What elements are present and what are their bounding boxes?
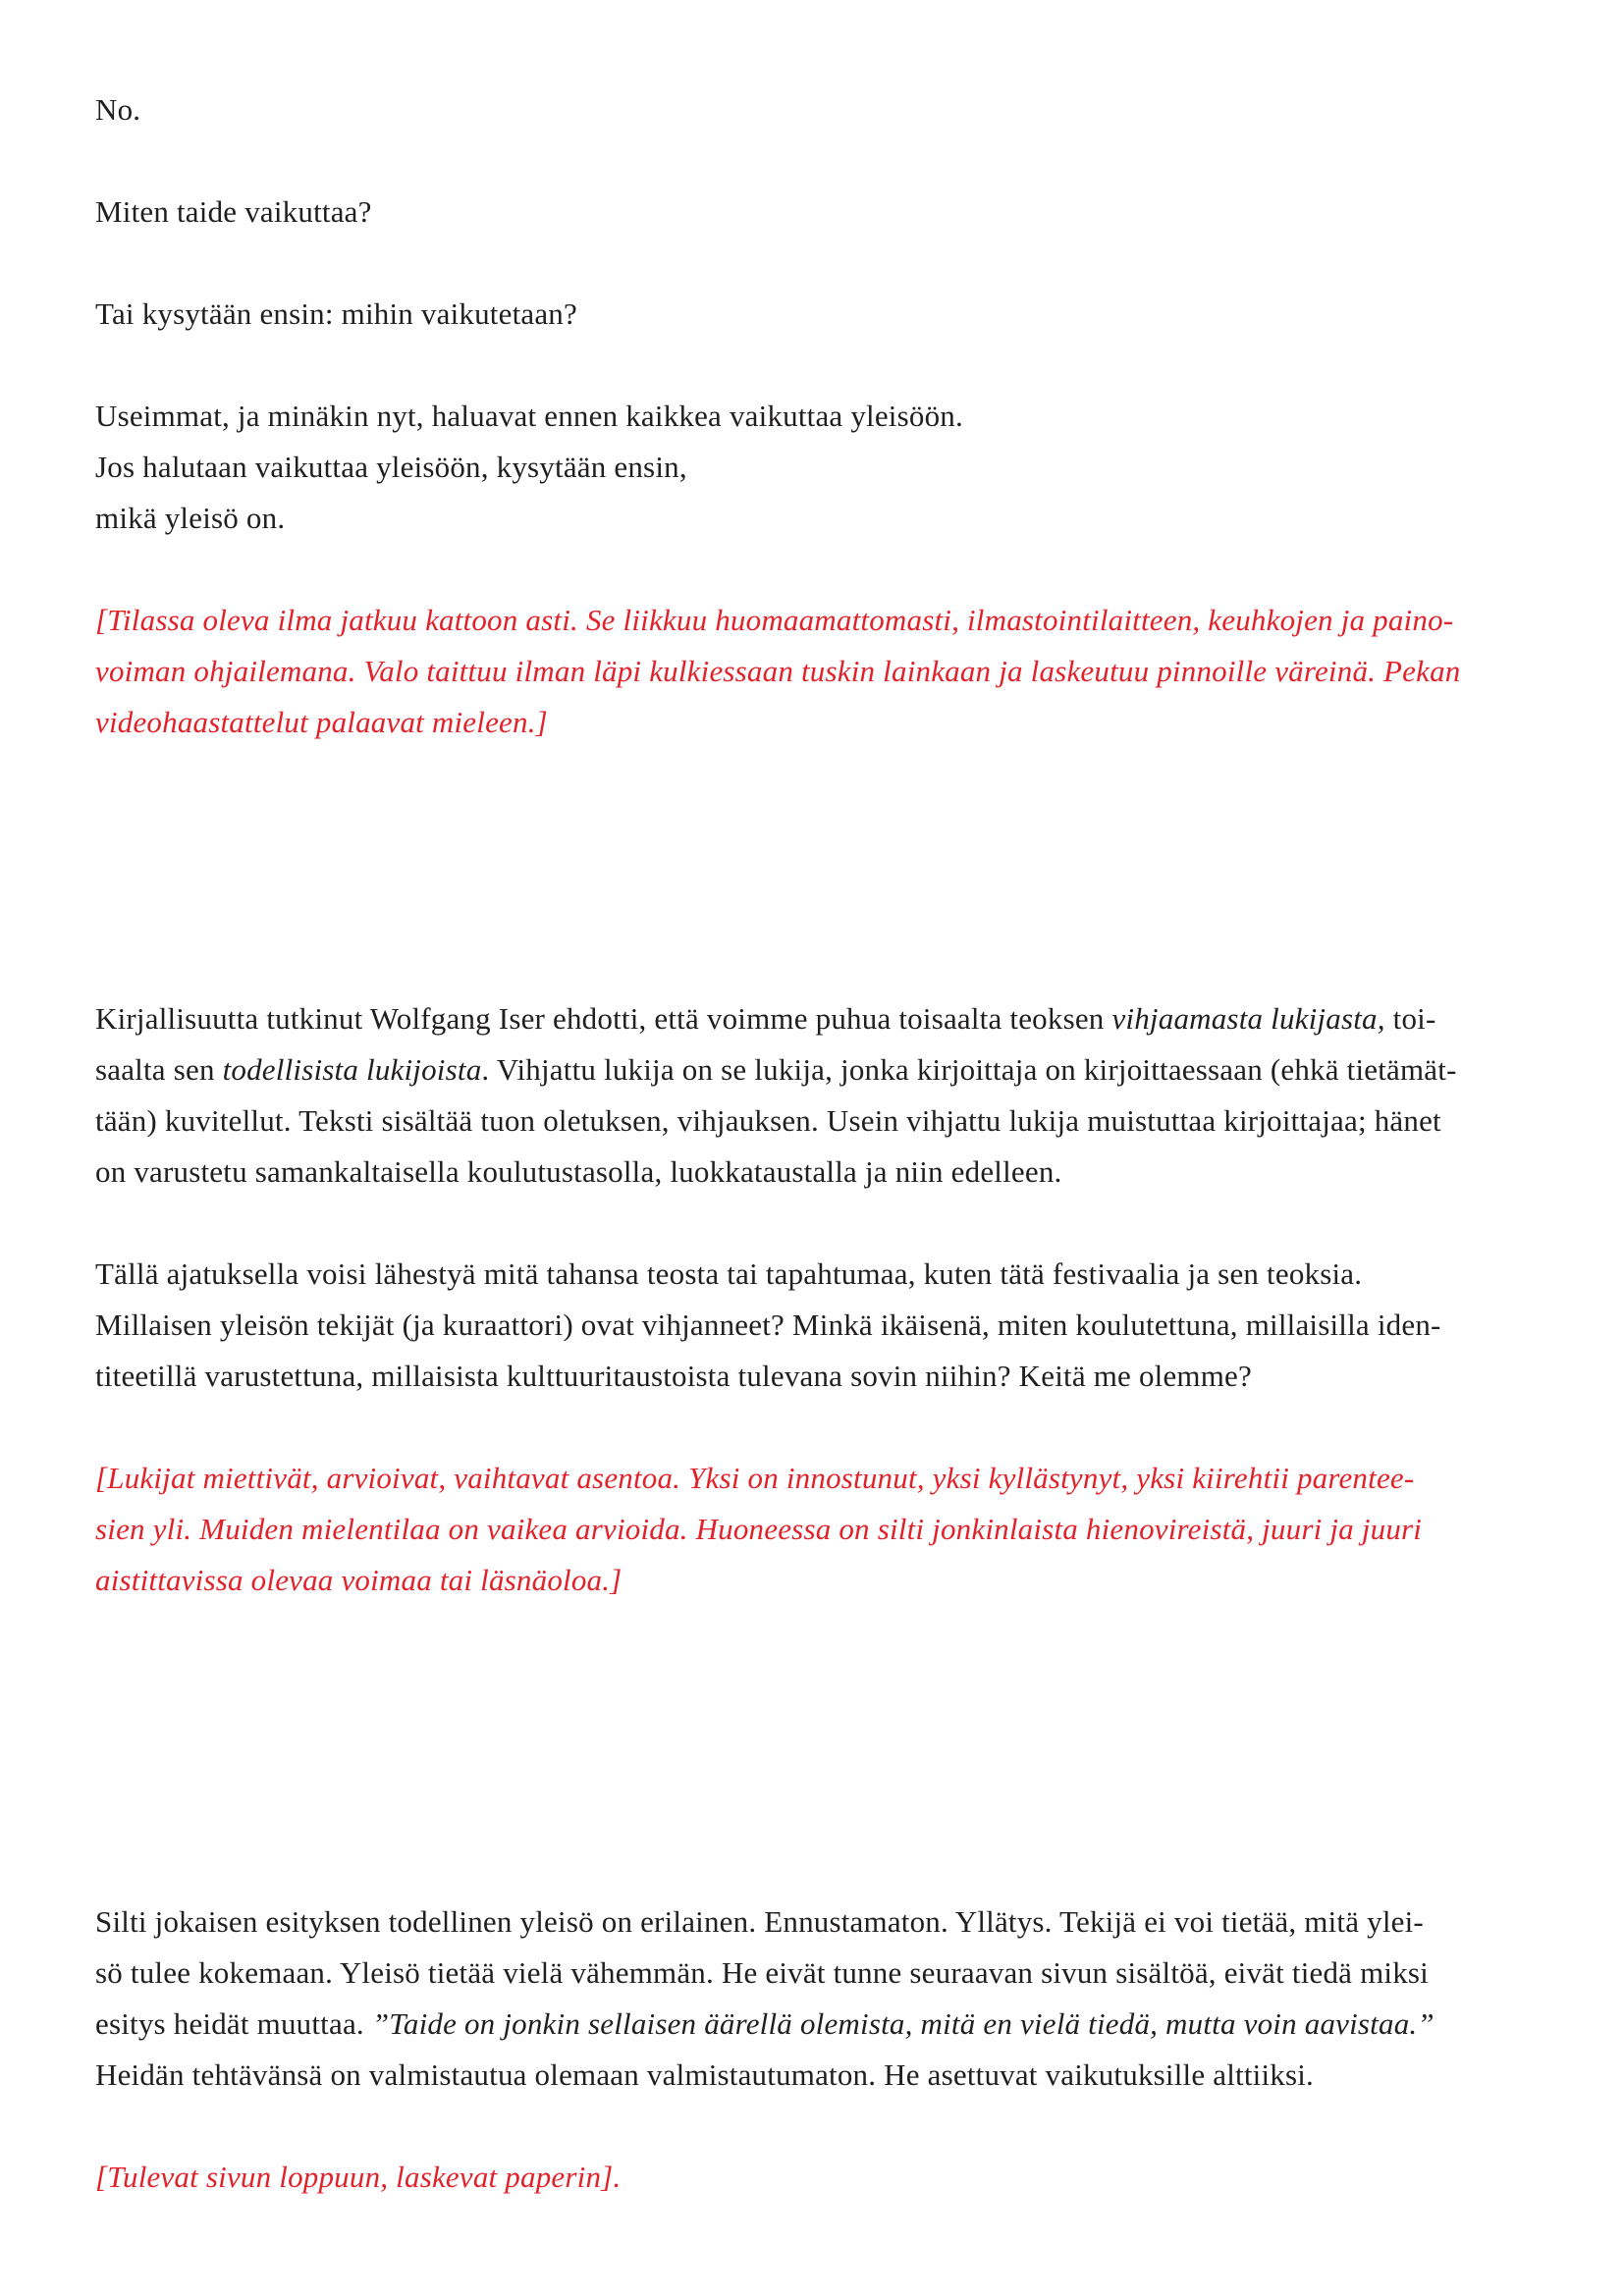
text-line [95, 1453, 1536, 1504]
text-line [95, 187, 1536, 238]
text-line [95, 442, 1536, 493]
text-segment: saalta sen [95, 1052, 223, 1087]
text-segment: toi- [1384, 1001, 1436, 1036]
text-line [95, 1044, 1536, 1095]
emphasis-text: todellisista lukijoista [222, 1052, 482, 1087]
text-segment: aistittavissa olevaa voimaa tai läsnäoloa.] [95, 1563, 623, 1597]
text-segment: Miten taide vaikuttaa? [95, 194, 372, 229]
text-segment: Tällä ajatuksella voisi lähestyä mitä tahansa teosta tai tapahtumaa, kuten tätä festivaalia ja sen teoksia. [95, 1256, 1363, 1291]
text-line [95, 646, 1536, 697]
text-segment: [Lukijat miettivät, arvioivat, vaihtavat asentoa. Yksi on innostunut, yksi kyllästynyt, yksi kiirehtii parentee- [95, 1461, 1415, 1495]
text-segment: Silti jokaisen esityksen todellinen yleisö on erilainen. Ennustamaton. Yllätys. Tekijä ei voi tietää, mitä ylei- [95, 1904, 1424, 1939]
text-line [95, 1147, 1536, 1198]
text-line [95, 1300, 1536, 1351]
text-segment: on varustetu samankaltaisella koulutustasolla, luokkataustalla ja niin edelleen. [95, 1154, 1062, 1189]
question-miten [95, 187, 1536, 238]
stage-direction-lukijat [95, 1453, 1536, 1606]
text-segment: tään) kuvitellut. Teksti sisältää tuon oletuksen, vihjauksen. Usein vihjattu lukija muistuttaa kirjoittajaa; hänet [95, 1103, 1441, 1138]
text-segment: [Tilassa oleva ilma jatkuu kattoon asti. Se liikkuu huomaamattomasti, ilmastointilaitteen, keuhkojen ja paino- [95, 603, 1454, 637]
text-segment: videohaastattelut palaavat mieleen.] [95, 705, 548, 739]
text-line [95, 1999, 1536, 2050]
text-line [95, 1351, 1536, 1402]
line-no [95, 84, 1536, 135]
emphasis-text: ”Taide on jonkin sellaisen äärellä olemista, mitä en vielä tiedä, mutta voin aavistaa.” [371, 2006, 1435, 2041]
text-segment: esitys heidät muuttaa. [95, 2006, 372, 2041]
para-iser [95, 993, 1536, 1198]
text-segment: mikä yleisö on. [95, 501, 286, 535]
para-festivaali [95, 1249, 1536, 1402]
text-line [95, 2050, 1536, 2101]
text-line [95, 391, 1536, 442]
text-segment: sien yli. Muiden mielentilaa on vaikea arvioida. Huoneessa on silti jonkinlaista hienovireistä, juuri ja juuri [95, 1512, 1423, 1546]
text-segment: . Vihjattu lukija on se lukija, jonka kirjoittaja on kirjoittaessaan (ehkä tietämät- [481, 1052, 1457, 1087]
text-line [95, 493, 1536, 544]
text-segment: Tai kysytään ensin: mihin vaikutetaan? [95, 296, 577, 331]
emphasis-text: vihjaamasta lukijasta, [1111, 1001, 1385, 1036]
text-line [95, 595, 1536, 646]
text-segment: Useimmat, ja minäkin nyt, haluavat ennen kaikkea vaikuttaa yleisöön. [95, 399, 963, 433]
text-segment: Heidän tehtävänsä on valmistautua olemaan valmistautumaton. He asettuvat vaikutuksille alttiiksi. [95, 2057, 1315, 2092]
text-segment: Millaisen yleisön tekijät (ja kuraattori) ovat vihjanneet? Minkä ikäisenä, miten koulutettuna, millaisilla iden- [95, 1308, 1441, 1342]
text-line [95, 1896, 1536, 1948]
text-segment: No. [95, 92, 141, 127]
text-segment: sö tulee kokemaan. Yleisö tietää vielä vähemmän. He eivät tunne seuraavan sivun sisältöä, eivät tiedä miksi [95, 1955, 1429, 1990]
text-line [95, 289, 1536, 340]
stage-direction-tulevat [95, 2152, 1536, 2203]
text-line [95, 993, 1536, 1044]
text-line [95, 1249, 1536, 1300]
text-line [95, 1948, 1536, 1999]
text-segment: Kirjallisuutta tutkinut Wolfgang Iser ehdotti, että voimme puhua toisaalta teoksen [95, 1001, 1112, 1036]
text-line [95, 84, 1536, 135]
text-line [95, 697, 1536, 748]
text-line [95, 1095, 1536, 1147]
question-tai [95, 289, 1536, 340]
text-line [95, 2152, 1536, 2203]
text-segment: titeetillä varustettuna, millaisista kulttuuritaustoista tulevana sovin niihin? Keitä me olemme? [95, 1359, 1252, 1393]
text-segment: [Tulevat sivun loppuun, laskevat paperin]. [95, 2160, 622, 2194]
text-segment: voiman ohjailemana. Valo taittuu ilman läpi kulkiessaan tuskin lainkaan ja laskeutuu pinnoille väreinä. Pekan [95, 654, 1461, 688]
stage-direction-tilassa [95, 595, 1536, 748]
text-segment: Jos halutaan vaikuttaa yleisöön, kysytään ensin, [95, 450, 687, 484]
text-line [95, 1555, 1536, 1606]
para-useimmat [95, 391, 1536, 544]
para-yllatys [95, 1896, 1536, 2101]
text-line [95, 1504, 1536, 1555]
